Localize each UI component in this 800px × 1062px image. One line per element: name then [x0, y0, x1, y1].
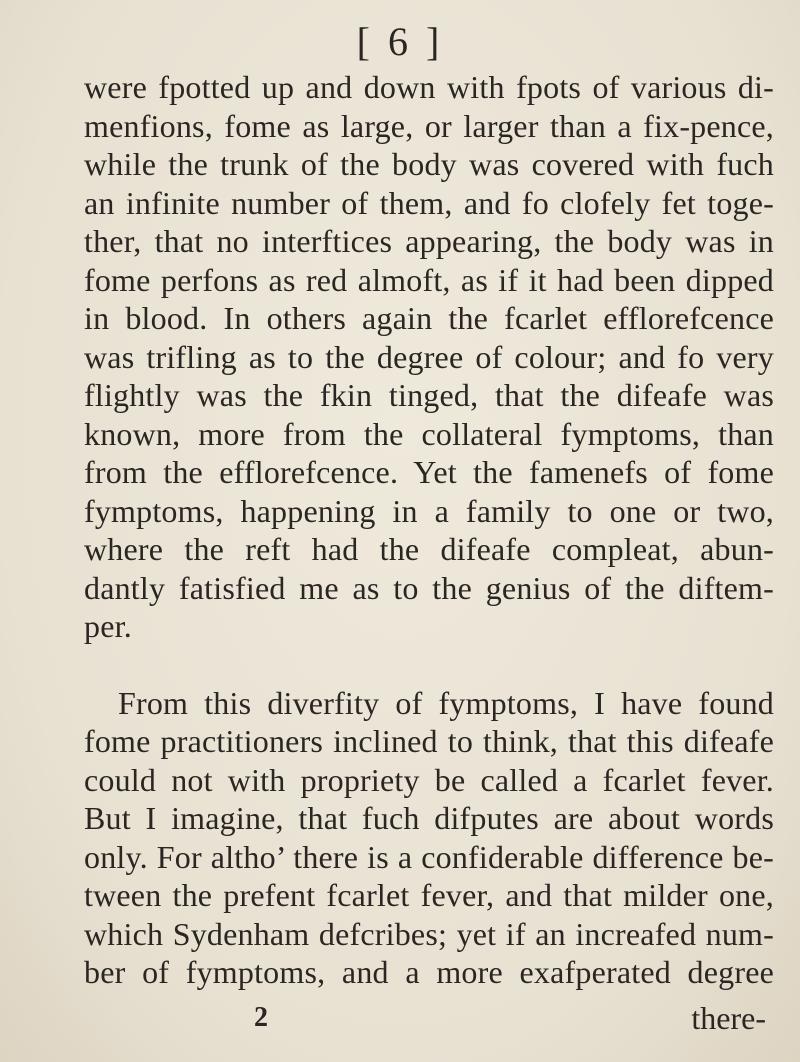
text-line: menfions, fome as large, or larger than a fix-pence, [84, 107, 774, 144]
text-line: tween the prefent fcarlet fever, and that milder one, [84, 877, 774, 913]
text-line: per. [84, 608, 132, 644]
text-line: was trifling as to the degree of colour; and fo very [84, 338, 774, 375]
signature-mark: 2 [254, 1002, 268, 1033]
text-line: dantly fatisfied me as to the genius of the diftem- [84, 569, 774, 606]
text-line: were fpotted up and down with fpots of various di- [84, 69, 774, 105]
text-line: flightly was the fkin tinged, that the difeafe was [84, 377, 774, 413]
body-text [84, 68, 774, 992]
page-footer [84, 1000, 774, 1040]
text-line: in blood. In others again the fcarlet efflorefcence [84, 300, 774, 336]
text-line: while the trunk of the body was covered with fuch [84, 146, 774, 182]
text-line: From this diverfity of fymptoms, I have found [118, 684, 774, 721]
text-line: fome practitioners inclined to think, that this difeafe [84, 723, 774, 759]
text-line: fymptoms, happening in a family to one or two, [84, 492, 774, 529]
text-line: an infinite number of them, and fo clofely fet toge- [84, 184, 774, 221]
text-line: only. For altho’ there is a confiderable difference be- [84, 838, 774, 875]
text-line: But I imagine, that fuch difputes are about words [84, 800, 774, 836]
text-line: which Sydenham defcribes; yet if an increafed num- [84, 915, 774, 952]
text-line: ber of fymptoms, and a more exafperated degree [84, 954, 774, 990]
text-line: where the reft had the difeafe compleat, abun- [84, 531, 774, 567]
text-line: ther, that no interftices appearing, the body was in [84, 223, 774, 259]
text-line: from the efflorefcence. Yet the famenefs of fome [84, 454, 774, 490]
text-line: could not with propriety be called a fcarlet fever. [84, 761, 774, 798]
paragraph-gap [84, 646, 774, 684]
page-number: [ 6 ] [356, 19, 444, 64]
catchword: there- [691, 1000, 766, 1036]
text-line: fome perfons as red almoft, as if it had been dipped [84, 261, 774, 298]
text-line: known, more from the collateral fymptoms, than [84, 415, 774, 452]
